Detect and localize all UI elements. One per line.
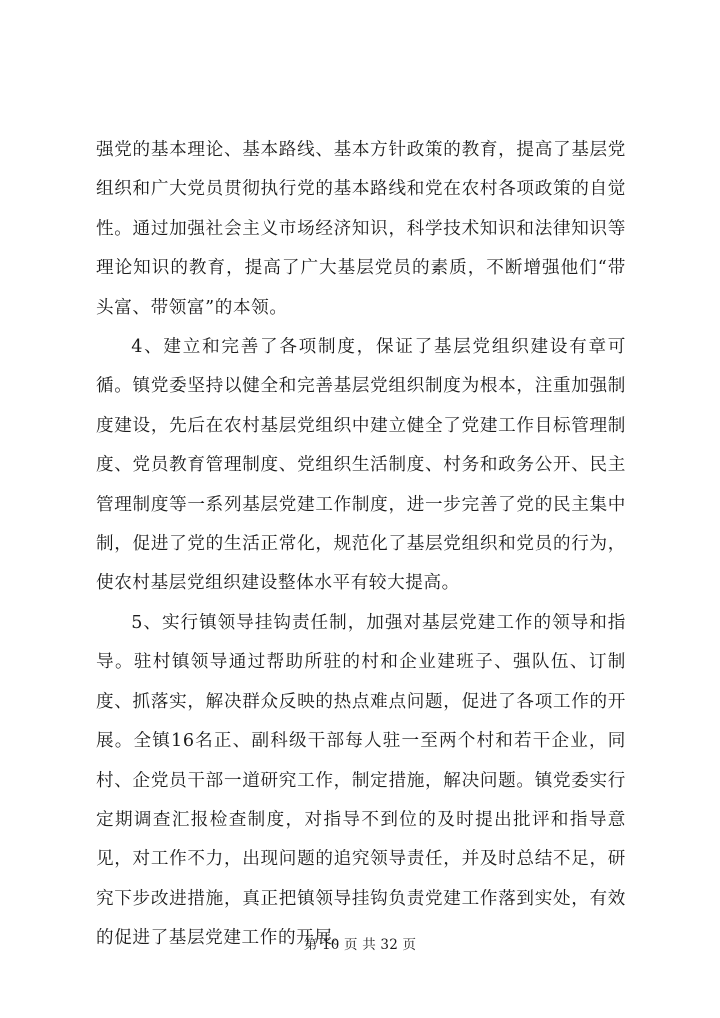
paragraph-item-5: 5、实行镇领导挂钩责任制，加强对基层党建工作的领导和指导。驻村镇领导通过帮助所驻的村和企业建班子、强队伍、订制度、抓落实，解决群众反映的热点难点问题，促进了各项工作的开展。全镇16名正、副科级干部每人驻一至两个村和若干企业，同村、企党员干部一道研究工作，制定措施，解决问题。镇党委实行定期调查汇报检查制度，对指导不到位的及时提出批评和指导意见，对工作不力，出现问题的追究领导责任，并及时总结不足，研究下步改进措施，真正把镇领导挂钩负责党建工作落到实处，有效的促进了基层党建工作的开展。 [96, 612, 626, 949]
document-body [96, 131, 626, 959]
paragraph-continuation: 强党的基本理论、基本路线、基本方针政策的教育，提高了基层党组织和广大党员贯彻执行党的基本路线和党在农村各项政策的自觉性。通过加强社会主义市场经济知识，科学技术知识和法律知识等理论知识的教育，提高了广大基层党员的素质，不断增强他们“带头富、带领富”的本领。 [96, 140, 626, 318]
paragraph-item-4: 4、建立和完善了各项制度，保证了基层党组织建设有章可循。镇党委坚持以健全和完善基层党组织制度为根本，注重加强制度建设，先后在农村基层党组织中建立健全了党建工作目标管理制度、党员教育管理制度、党组织生活制度、村务和政务公开、民主管理制度等一系列基层党建工作制度，进一步完善了党的民主集中制，促进了党的生活正常化，规范化了基层党组织和党员的行为，使农村基层党组织建设整体水平有较大提高。 [96, 337, 626, 594]
page-number-footer: 第 10 页 共 32 页 [303, 937, 417, 953]
